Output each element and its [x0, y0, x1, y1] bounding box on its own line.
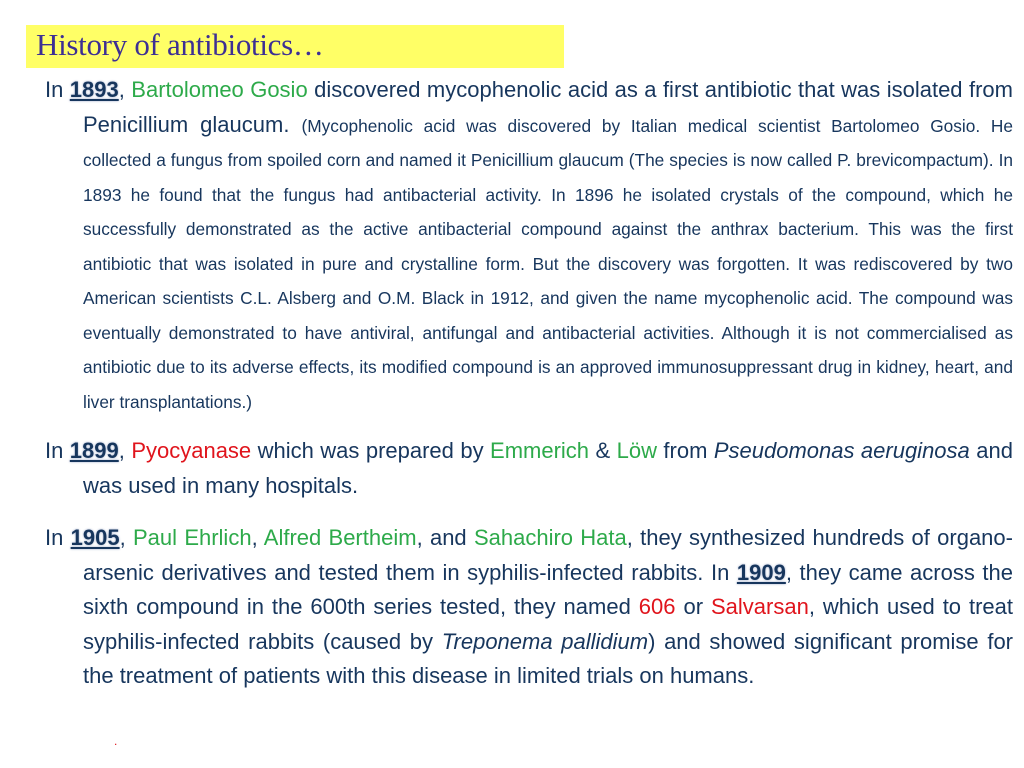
p3-in: In: [45, 525, 64, 550]
p2-drug: Pyocyanase: [131, 438, 252, 463]
year-1899: 1899: [69, 438, 119, 463]
p2-from: from: [663, 438, 708, 463]
p3-and: , and: [416, 525, 467, 550]
p3-or: or: [683, 594, 704, 619]
footer-mark: .: [114, 734, 118, 748]
p1-rest: discovered mycophenolic acid as a first antibiotic that was isolated from Penicillium glaucum.: [83, 77, 1013, 137]
page-title: History of antibiotics…: [36, 27, 324, 62]
p1-note: (Mycophenolic acid was discovered by Italian medical scientist Bartolomeo Gosio. He collected a fungus from spoiled corn and named it Penicillium glaucum (The species is now called P. brevicompactum). In 1893 he found that the fungus had antibacterial activity. In 1896 he isolated crystals of the compound, which he successfully demonstrated as the active antibacterial compound against the anthrax bacterium. This was the first antibiotic that was isolated in pure and crystalline form. But the discovery was forgotten. It was rediscovered by two American scientists C.L. Alsberg and O.M. Black in 1912, and given the name mycophenolic acid. The compound was eventually demonstrated to have antiviral, antifungal and antibacterial activities. Although it is not commercialised as antibiotic due to its adverse effects, its modified compound is an approved immunosuppressant drug in kidney, heart, and liver transplantations.): [83, 115, 1013, 412]
year-1909: 1909: [736, 559, 786, 585]
title-banner: [26, 25, 564, 68]
p3-person2: Alfred Bertheim: [263, 525, 417, 550]
p2-text2: and was used in many hospitals.: [83, 438, 1013, 498]
paragraph-1905: [45, 521, 1013, 694]
p3-comma1: ,: [119, 525, 126, 550]
p2-person1: Emmerich: [490, 438, 590, 463]
p3-drug: Salvarsan: [710, 594, 809, 619]
p3-text3: , which used to treat syphilis-infected rabbits (caused by: [83, 594, 1013, 654]
paragraph-1893: [45, 73, 1013, 418]
p3-text1: , they synthesized hundreds of organo-arsenic derivatives and tested them in syphilis-infected rabbits. In: [83, 525, 1013, 585]
p2-in: In: [45, 438, 64, 463]
p3-person3: Sahachiro Hata: [473, 525, 627, 550]
p2-comma: ,: [118, 438, 125, 463]
p3-text2: , they came across the sixth compound in the 600th series tested, they named: [83, 559, 1013, 619]
year-1905: 1905: [70, 525, 120, 550]
p3-comma2: ,: [251, 525, 258, 550]
p1-comma: ,: [118, 77, 125, 102]
p2-amp: &: [595, 438, 611, 463]
p3-num: 606: [638, 594, 676, 619]
year-1893: 1893: [69, 77, 119, 102]
paragraph-1899: [45, 434, 1013, 503]
p3-text4: ) and showed significant promise for the treatment of patients with this disease in limited trials on humans.: [83, 628, 1014, 688]
p2-organism: Pseudomonas aeruginosa: [713, 438, 970, 463]
p1-discoverer: Bartolomeo Gosio: [131, 77, 308, 102]
p3-organism: Treponema pallidium: [441, 628, 649, 654]
p3-person1: Paul Ehrlich: [133, 525, 252, 550]
p2-person2: Löw: [616, 438, 657, 463]
p2-text1: which was prepared by: [257, 438, 484, 463]
p1-in: In: [45, 77, 64, 102]
